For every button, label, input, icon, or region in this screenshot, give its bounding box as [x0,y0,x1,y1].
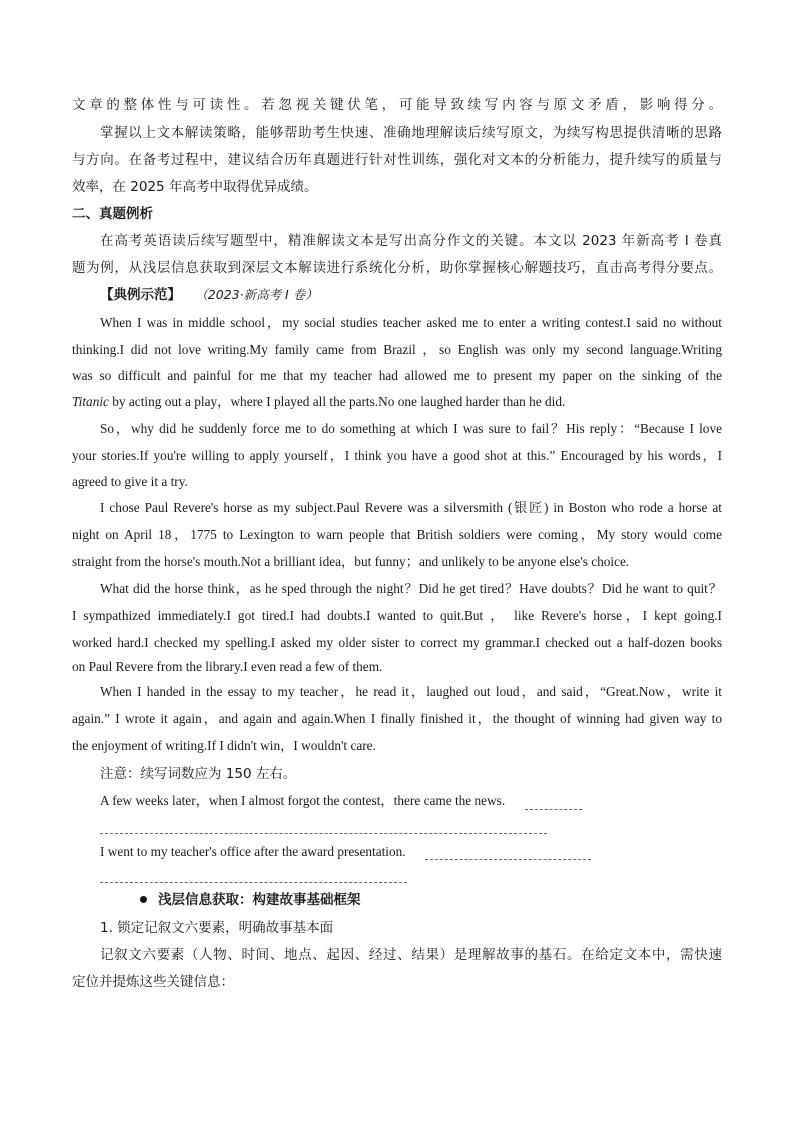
answer-line-2-tail [425,859,591,860]
passage-p5-line-1: When I handed in the essay to my teacher，he read it，laughed out loud，and said，“Great.Now，write it [100,684,722,699]
passage-p4-line-3: worked hard.I checked my spelling.I asked my older sister to correct my grammar.I checked out a half-dozen books [72,635,722,650]
analysis-bullet-heading: 浅层信息获取：构建故事基础框架 [158,892,361,908]
analysis-body-line-1: 记叙文六要素（人物、时间、地点、起因、经过、结果）是理解故事的基石。在给定文本中，需快速 [100,947,722,963]
example-heading [100,286,318,304]
analysis-subheading: 1. 锁定记叙文六要素，明确故事基本面 [100,920,334,936]
intro-line-2: 掌握以上文本解读策略，能够帮助考生快速、准确地理解读后续写原文，为续写构思提供清晰的思路 [100,125,722,141]
answer-line-1 [100,833,547,834]
answer-line-1-tail [525,809,582,810]
titanic-italic: Titanic [72,394,109,409]
section-heading: 二、真题例析 [72,206,153,222]
continuation-start-1: A few weeks later，when I almost forgot the contest，there came the news. [100,793,506,808]
passage-p1-line-2: thinking.I did not love writing.My family came from Brazil ，so English was only my second language.Writing [72,342,722,357]
example-source: （2023·新高考 I 卷） [195,287,318,302]
passage-p4-line-2: I sympathized immediately.I got tired.I had doubts.I wanted to quit.But ， like Revere's horse，I kept going.I [72,608,722,623]
intro-line-3: 与方向。在备考过程中，建议结合历年真题进行针对性训练，强化对文本的分析能力，提升续写的质量与 [72,152,722,168]
passage-p3-line-2: night on April 18，1775 to Lexington to warn people that British soldiers were coming，My story would come [72,527,722,542]
passage-p2-line-3: agreed to give it a try. [72,474,188,489]
passage-p4-line-4: on Paul Revere from the library.I even read a few of them. [72,659,383,674]
bullet-icon [140,896,147,903]
answer-line-2 [100,882,407,883]
passage-p3-line-3: straight from the horse's mouth.Not a brilliant idea，but funny；and unlikely to be anyone else's choice. [72,554,630,569]
word-count-note: 注意：续写词数应为 150 左右。 [100,766,297,782]
section-paragraph-line-1: 在高考英语读后续写题型中，精准解读文本是写出高分作文的关键。本文以 2023 年新高考 I 卷真 [100,233,722,249]
passage-p1-line-4 [72,393,565,411]
intro-line-4: 效率，在 2025 年高考中取得优异成绩。 [72,179,318,195]
passage-p1-line-3: was so difficult and painful for me that my teacher had allowed me to present my paper on the sinking of the [72,368,722,383]
passage-p4-line-1: What did the horse think，as he sped through the night？Did he get tired？Have doubts？Did he want to quit？ [100,581,722,596]
passage-p3-line-1: I chose Paul Revere's horse as my subject.Paul Revere was a silversmith (银匠) in Boston who rode a horse at [100,500,722,515]
passage-p5-line-3: the enjoyment of writing.If I didn't win，I wouldn't care. [72,738,376,753]
example-label: 【典例示范】 [100,287,181,303]
passage-p2-line-1: So，why did he suddenly force me to do something at which I was sure to fail？His reply：“Because I love [100,421,722,436]
analysis-body-line-2: 定位并提炼这些关键信息： [72,974,234,990]
section-paragraph-line-2: 题为例，从浅层信息获取到深层文本解读进行系统化分析，助你掌握核心解题技巧，直击高考得分要点。 [72,260,722,276]
passage-p2-line-2: your stories.If you're willing to apply yourself，I think you have a good shot at this.” Encouraged by his words，I [72,448,722,463]
passage-p5-line-2: again.” I wrote it again，and again and again.When I finally finished it，the thought of winning had given way to [72,711,722,726]
continuation-start-2: I went to my teacher's office after the award presentation. [100,844,406,859]
passage-p1-line-1: When I was in middle school，my social studies teacher asked me to enter a writing contest.I said no without [100,315,722,330]
intro-line-1: 文章的整体性与可读性。若忽视关键伏笔，可能导致续写内容与原文矛盾，影响得分。 [72,97,722,113]
passage-p1-line-4-rest: by acting out a play，where I played all the parts.No one laughed harder than he did. [108,394,566,409]
